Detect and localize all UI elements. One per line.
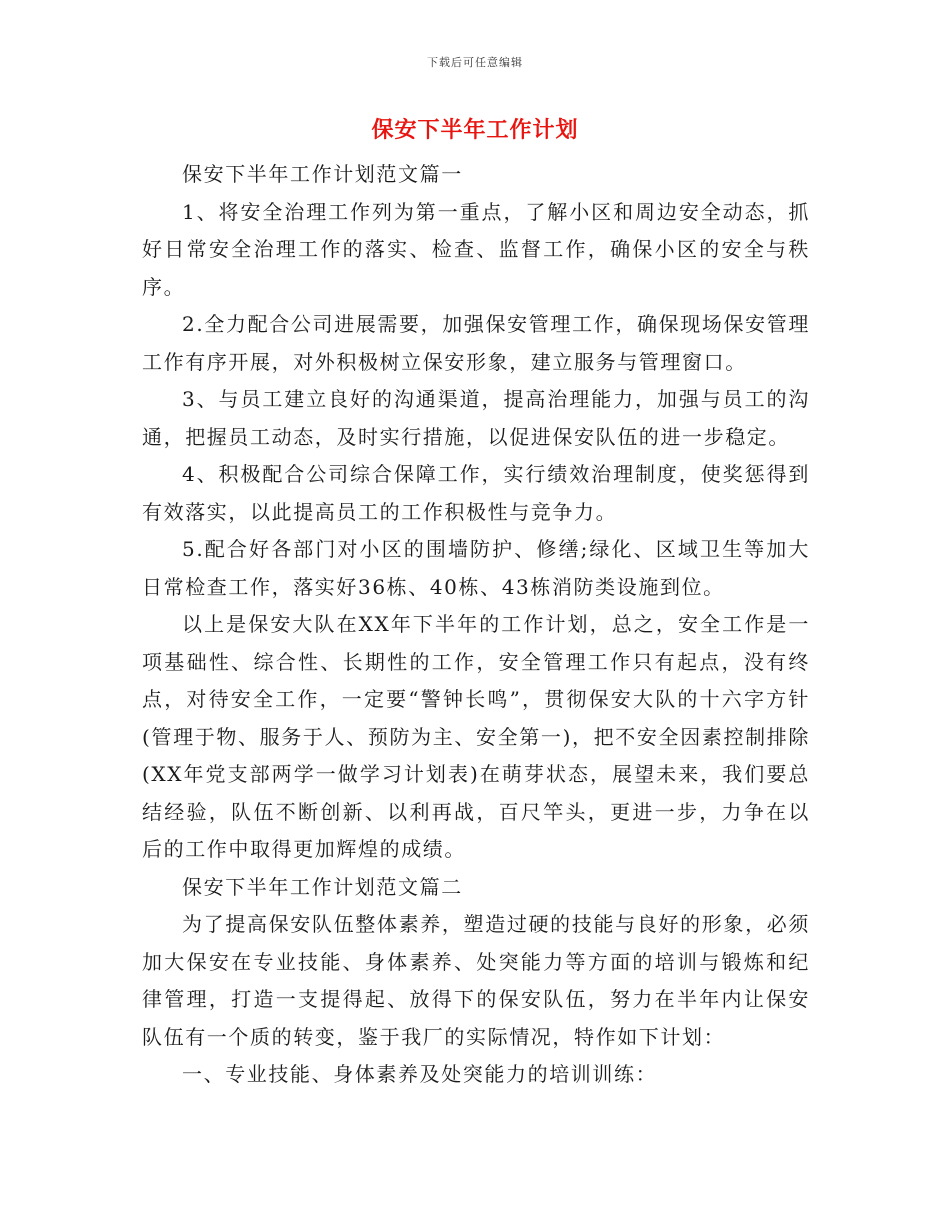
section-heading-1: 保安下半年工作计划范文篇一 bbox=[182, 162, 463, 186]
paragraph-item-1: 1、将安全治理工作列为第一重点，了解小区和周边安全动态，抓好日常安全治理工作的落实、检查、监督工作，确保小区的安全与秩序。 bbox=[142, 199, 810, 299]
paragraph-item-4: 4、积极配合公司综合保障工作，实行绩效治理制度，使奖惩得到有效落实，以此提高员工的工作积极性与竞争力。 bbox=[142, 462, 810, 524]
paragraph-summary: 以上是保安大队在XX年下半年的工作计划，总之，安全工作是一项基础性、综合性、长期性的工作，安全管理工作只有起点，没有终点，对待安全工作，一定要“警钟长鸣”，贯彻保安大队的十六字方针(管理于物、服务于人、预防为主、安全第一)，把不安全因素控制排除(XX年党支部两学一做学习计划表)在萌芽状态，展望未来，我们要总结经验，队伍不断创新、以利再战，百尺竿头，更进一步，力争在以后的工作中取得更加辉煌的成绩。 bbox=[142, 612, 810, 861]
paragraph-item-3: 3、与员工建立良好的沟通渠道，提高治理能力，加强与员工的沟通，把握员工动态，及时实行措施，以促进保安队伍的进一步稳定。 bbox=[142, 387, 810, 449]
paragraph-intro-2: 为了提高保安队伍整体素养，塑造过硬的技能与良好的形象，必须加大保安在专业技能、身体素养、处突能力等方面的培训与锻炼和纪律管理，打造一支提得起、放得下的保安队伍，努力在半年内让保安队伍有一个质的转变，鉴于我厂的实际情况，特作如下计划： bbox=[142, 912, 810, 1049]
paragraph-item-2: 2.全力配合公司进展需要，加强保安管理工作，确保现场保安管理工作有序开展，对外积极树立保安形象，建立服务与管理窗口。 bbox=[142, 312, 810, 374]
document-title: 保安下半年工作计划 bbox=[371, 117, 579, 143]
section-heading-2: 保安下半年工作计划范文篇二 bbox=[182, 874, 463, 899]
subsection-heading-1: 一、专业技能、身体素养及处突能力的培训训练： bbox=[182, 1062, 658, 1086]
paragraph-item-5: 5.配合好各部门对小区的围墙防护、修缮;绿化、区域卫生等加大日常检查工作，落实好36栋、40栋、43栋消防类设施到位。 bbox=[142, 537, 810, 599]
document-body bbox=[142, 156, 810, 1094]
page-header: 下载后可任意编辑 bbox=[427, 56, 523, 69]
